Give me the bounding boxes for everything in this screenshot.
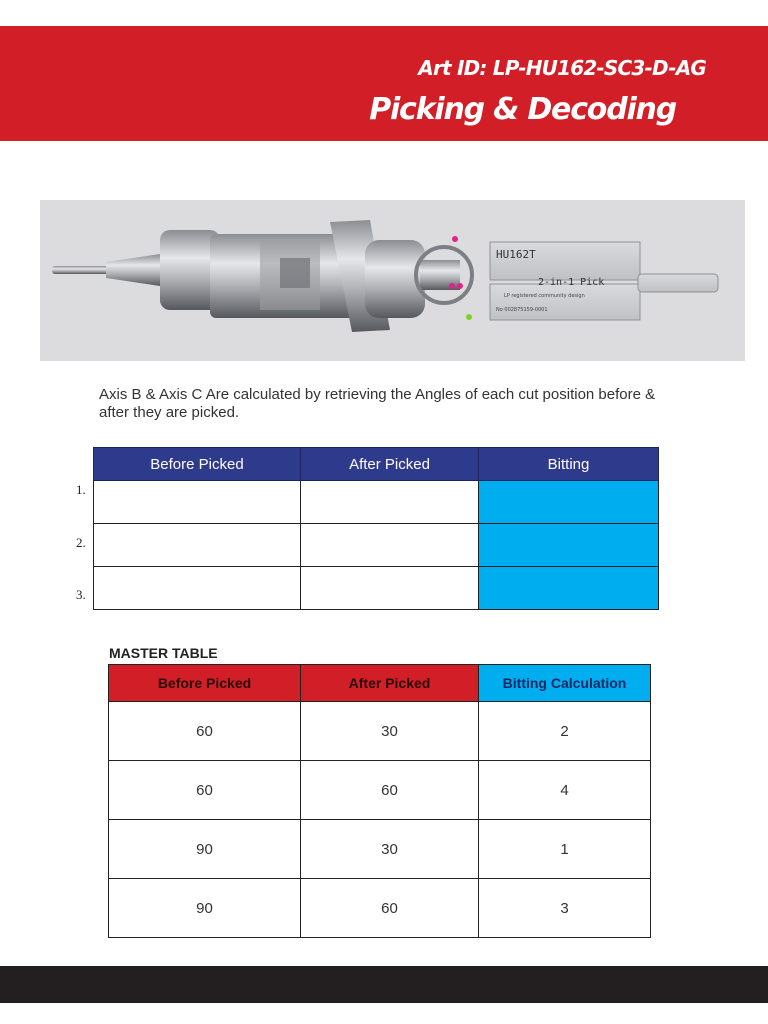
bitting-cell[interactable] — [479, 524, 659, 567]
row-number: 2. — [76, 535, 86, 550]
column-header-bitting-calculation: Bitting Calculation — [479, 665, 651, 702]
before-picked-value: 60 — [109, 761, 301, 820]
header-band — [0, 26, 768, 141]
after-picked-value: 30 — [301, 702, 479, 761]
svg-text:2-in-1 Pick: 2-in-1 Pick — [538, 277, 605, 288]
table-row — [109, 879, 651, 938]
master-table-label: MASTER TABLE — [109, 645, 218, 661]
input-table-header — [94, 448, 659, 481]
after-picked-cell[interactable] — [301, 524, 479, 567]
bitting-value: 2 — [479, 702, 651, 761]
bitting-cell[interactable] — [479, 567, 659, 610]
svg-text:No 002875159-0001: No 002875159-0001 — [496, 307, 548, 313]
svg-text:HU162T: HU162T — [496, 248, 536, 261]
after-picked-cell[interactable] — [301, 567, 479, 610]
after-picked-value: 60 — [301, 879, 479, 938]
bitting-cell[interactable] — [479, 481, 659, 524]
column-header-after: After Picked — [301, 665, 479, 702]
table-row — [94, 567, 659, 610]
column-header-before: Before Picked — [109, 665, 301, 702]
column-header-after: After Picked — [301, 448, 479, 481]
table-row — [109, 761, 651, 820]
table-row — [94, 481, 659, 524]
before-picked-value: 60 — [109, 702, 301, 761]
table-row — [109, 702, 651, 761]
intro-text: Axis B & Axis C Are calculated by retrieving the Angles of each cut position before & after they are picked. — [99, 386, 656, 421]
page-title: Picking & Decoding — [369, 92, 676, 127]
after-picked-value: 60 — [301, 761, 479, 820]
after-picked-value: 30 — [301, 820, 479, 879]
before-picked-cell[interactable] — [94, 567, 301, 610]
svg-text:LP registered community design: LP registered community design — [504, 293, 585, 299]
footer-band — [0, 966, 768, 1003]
table-row — [109, 820, 651, 879]
before-picked-cell[interactable] — [94, 524, 301, 567]
column-header-bitting: Bitting — [479, 448, 659, 481]
table-row — [94, 524, 659, 567]
input-table — [93, 447, 659, 610]
row-number: 3. — [76, 587, 86, 602]
master-table — [108, 664, 651, 938]
art-id: Art ID: LP-HU162-SC3-D-AG — [418, 56, 706, 80]
bitting-value: 4 — [479, 761, 651, 820]
before-picked-cell[interactable] — [94, 481, 301, 524]
column-header-before: Before Picked — [94, 448, 301, 481]
master-table-header — [109, 665, 651, 702]
row-number: 1. — [76, 482, 86, 497]
before-picked-value: 90 — [109, 820, 301, 879]
bitting-value: 1 — [479, 820, 651, 879]
before-picked-value: 90 — [109, 879, 301, 938]
after-picked-cell[interactable] — [301, 481, 479, 524]
bitting-value: 3 — [479, 879, 651, 938]
lock-pick-photo — [40, 200, 745, 361]
